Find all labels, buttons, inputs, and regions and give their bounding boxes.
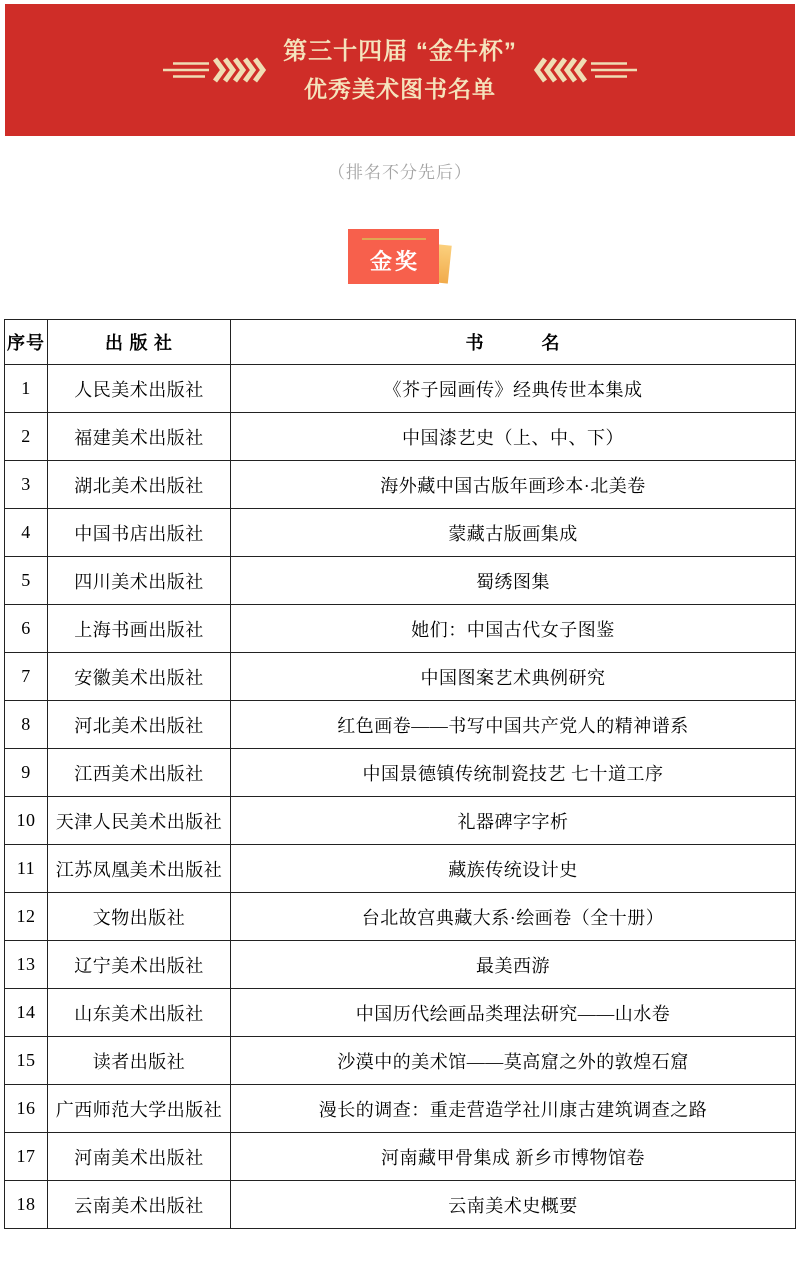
table-row [5,989,796,1037]
table-row [5,365,796,413]
banner [5,4,795,136]
badge-accent-line [362,238,426,240]
row-number-cell: 8 [5,701,48,749]
book-title-cell: 蜀绣图集 [231,557,796,605]
publisher-cell: 人民美术出版社 [48,365,231,413]
book-title-cell: 藏族传统设计史 [231,845,796,893]
book-title-cell: 漫长的调查：重走营造学社川康古建筑调查之路 [231,1085,796,1133]
table-row [5,1085,796,1133]
table-row [5,1133,796,1181]
book-title-cell: 中国历代绘画品类理法研究——山水卷 [231,989,796,1037]
table-row [5,653,796,701]
table-header-row [5,320,796,365]
header-number: 序号 [5,320,48,365]
book-title-cell: 红色画卷——书写中国共产党人的精神谱系 [231,701,796,749]
row-number-cell: 5 [5,557,48,605]
table-row [5,1181,796,1229]
header-publisher: 出 版 社 [48,320,231,365]
publisher-cell: 福建美术出版社 [48,413,231,461]
row-number-cell: 6 [5,605,48,653]
publisher-cell: 河南美术出版社 [48,1133,231,1181]
table-row [5,509,796,557]
table-row [5,413,796,461]
row-number-cell: 15 [5,1037,48,1085]
table-row [5,605,796,653]
book-title-cell: 中国图案艺术典例研究 [231,653,796,701]
row-number-cell: 16 [5,1085,48,1133]
table-row [5,797,796,845]
row-number-cell: 1 [5,365,48,413]
row-number-cell: 12 [5,893,48,941]
banner-title-line1: 第三十四届 “金牛杯” [283,37,517,65]
publisher-cell: 江西美术出版社 [48,749,231,797]
publisher-cell: 广西师范大学出版社 [48,1085,231,1133]
row-number-cell: 18 [5,1181,48,1229]
publisher-cell: 山东美术出版社 [48,989,231,1037]
book-title-cell: 蒙藏古版画集成 [231,509,796,557]
book-title-cell: 河南藏甲骨集成 新乡市博物馆卷 [231,1133,796,1181]
publisher-cell: 中国书店出版社 [48,509,231,557]
header-book-title: 书 名 [231,320,796,365]
badge-face [348,229,439,284]
table-row [5,749,796,797]
ranking-note: （排名不分先后） [328,163,472,182]
table-row [5,1037,796,1085]
book-title-cell: 台北故宫典藏大系·绘画卷（全十册） [231,893,796,941]
publisher-cell: 辽宁美术出版社 [48,941,231,989]
book-title-cell: 礼器碑字字析 [231,797,796,845]
row-number-cell: 17 [5,1133,48,1181]
table-row [5,893,796,941]
badge-label: 金奖 [369,249,420,274]
table-row [5,701,796,749]
banner-title-line2: 优秀美术图书名单 [303,75,496,102]
row-number-cell: 7 [5,653,48,701]
row-number-cell: 13 [5,941,48,989]
row-number-cell: 4 [5,509,48,557]
banner-title [283,37,517,104]
table-row [5,941,796,989]
publisher-cell: 文物出版社 [48,893,231,941]
row-number-cell: 2 [5,413,48,461]
row-number-cell: 11 [5,845,48,893]
table-row [5,461,796,509]
book-title-cell: 中国景德镇传统制瓷技艺 七十道工序 [231,749,796,797]
table-row [5,845,796,893]
book-title-cell: 中国漆艺史（上、中、下） [231,413,796,461]
row-number-cell: 10 [5,797,48,845]
book-title-cell: 沙漠中的美术馆——莫高窟之外的敦煌石窟 [231,1037,796,1085]
gold-award-badge [348,229,452,284]
publisher-cell: 云南美术出版社 [48,1181,231,1229]
table-row [5,557,796,605]
wheat-ornament-right [533,57,637,83]
row-number-cell: 14 [5,989,48,1037]
book-title-cell: 海外藏中国古版年画珍本·北美卷 [231,461,796,509]
publisher-cell: 天津人民美术出版社 [48,797,231,845]
publisher-cell: 湖北美术出版社 [48,461,231,509]
book-title-cell: 云南美术史概要 [231,1181,796,1229]
table-body [5,365,796,1229]
book-title-cell: 最美西游 [231,941,796,989]
wheat-ornament-left [163,57,267,83]
book-title-cell: 她们：中国古代女子图鉴 [231,605,796,653]
publisher-cell: 上海书画出版社 [48,605,231,653]
publisher-cell: 四川美术出版社 [48,557,231,605]
publisher-cell: 读者出版社 [48,1037,231,1085]
publisher-cell: 江苏凤凰美术出版社 [48,845,231,893]
table-head [5,320,796,365]
page [0,4,800,1270]
publisher-cell: 安徽美术出版社 [48,653,231,701]
publisher-cell: 河北美术出版社 [48,701,231,749]
book-title-cell: 《芥子园画传》经典传世本集成 [231,365,796,413]
row-number-cell: 9 [5,749,48,797]
award-table [4,319,796,1229]
row-number-cell: 3 [5,461,48,509]
